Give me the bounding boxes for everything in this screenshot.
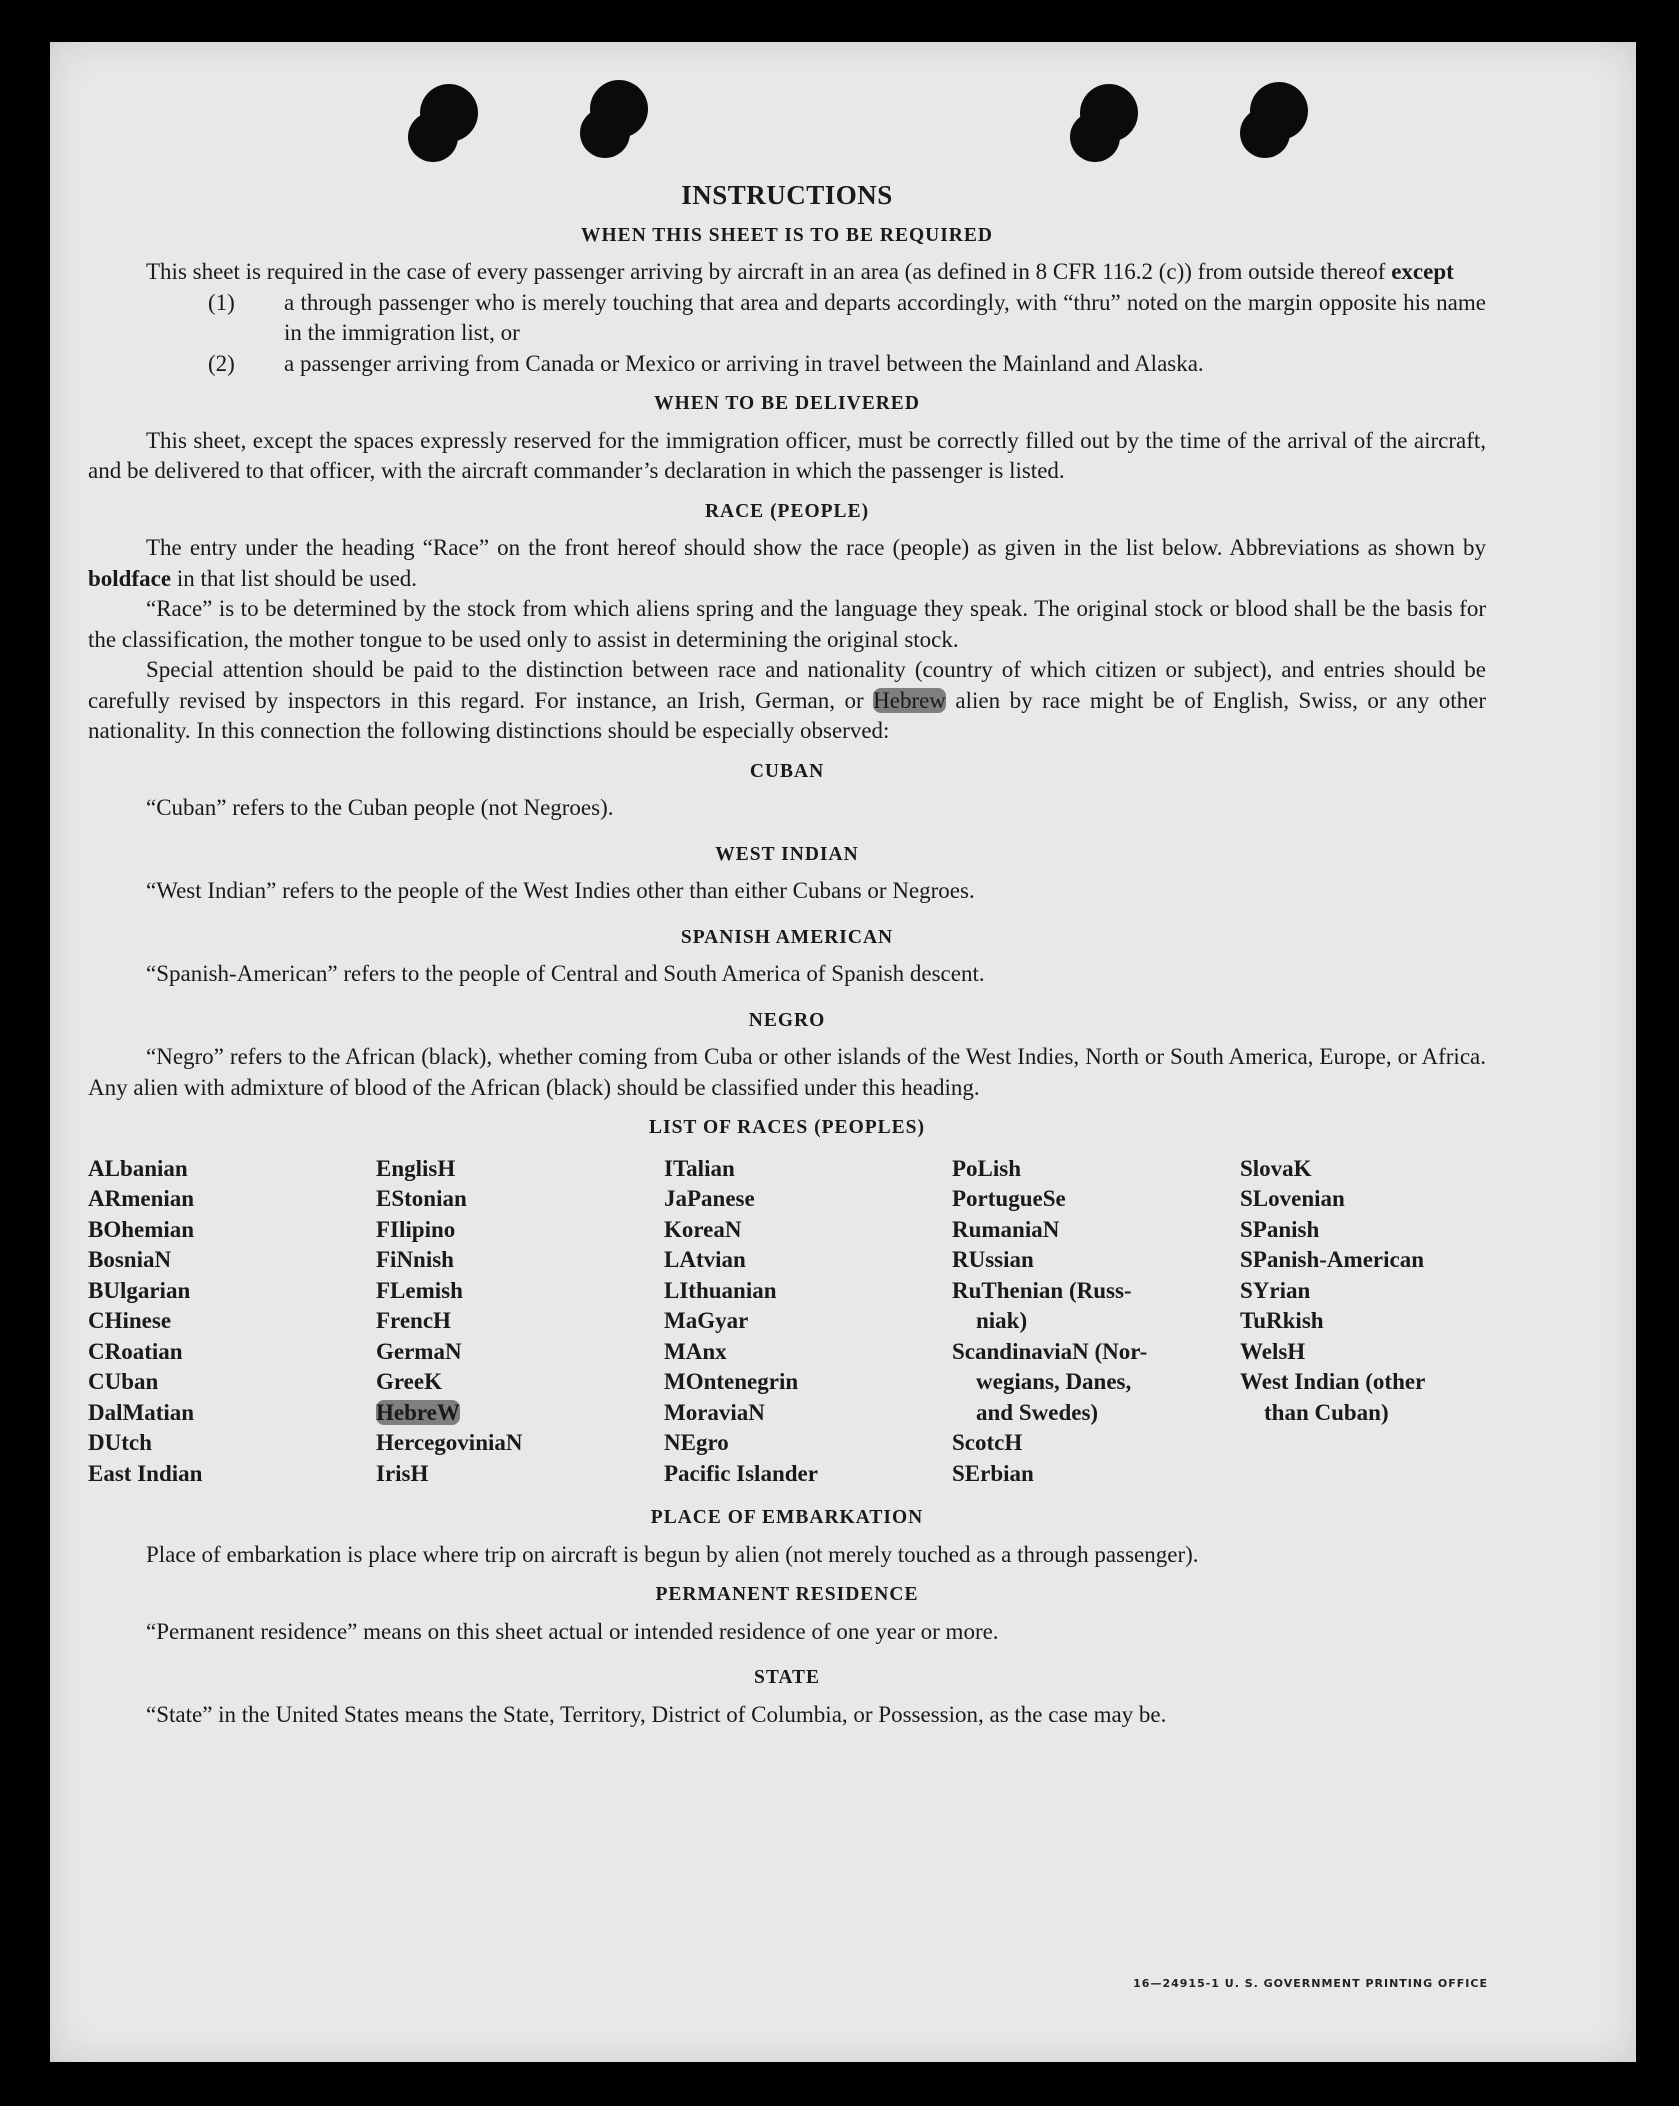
race-entry: FiNnish [376,1247,454,1272]
section-heading: CUBAN [749,760,825,782]
race-entry: SPanish [1240,1216,1320,1242]
race-entry: TuRkish [1240,1308,1324,1333]
race-entry: EStonian [376,1186,467,1211]
race-entry: West Indian (other [1240,1369,1426,1394]
printing-office-code: 16—24915-1 U. S. GOVERNMENT PRINTING OFFICE [1133,1977,1488,1990]
race-entry: BosniaN [88,1247,172,1272]
race-entry: WelsH [1240,1338,1306,1364]
paragraph: “Race” is to be determined by the stock from which aliens spring and the language they speak. The original stock or blood shall be the basis for the classification, the mother tongue to be used only to assist in determining the original stock. [88,596,1486,652]
section-heading: NEGRO [748,1009,826,1031]
race-entry: KoreaN [664,1216,742,1242]
race-entry: LIthuanian [664,1277,777,1303]
paragraph: “Spanish-American” refers to the people of Central and South America of Spanish descent. [146,961,985,986]
paragraph [88,257,1486,288]
race-entry: MoraviaN [664,1399,765,1425]
race-entry: GreeK [376,1369,442,1394]
paragraph: “Negro” refers to the African (black), whether coming from Cuba or other islands of the West Indies, North or South America, Europe, or Africa. Any alien with admixture of blood of the African (black) should be classified under this heading. [88,1044,1486,1100]
race-entry: FIlipino [376,1216,456,1242]
section-heading: SPANISH AMERICAN [680,926,894,948]
race-entry: ALbanian [88,1155,188,1181]
race-entry: FLemish [376,1277,463,1303]
race-entry: JaPanese [664,1186,755,1211]
race-entry: PortugueSe [952,1186,1066,1211]
race-entry: GermaN [376,1338,462,1364]
paragraph: “State” in the United States means the State, Territory, District of Columbia, or Possession, as the case may be. [146,1701,1167,1727]
race-entry: PoLish [952,1155,1022,1181]
item-number: (2) [208,350,235,376]
item-text: a passenger arriving from Canada or Mexico or arriving in travel between the Mainland and Alaska. [284,350,1204,376]
paragraph: Place of embarkation is place where trip on aircraft is begun by alien (not merely touched as a through passenger). [146,1541,1199,1567]
race-entry: ScotcH [952,1430,1023,1455]
text-span: in that list should be used. [171,565,418,591]
text-span: This sheet is required in the case of every passenger arriving by aircraft in an area (as defined in 8 CFR 116.2 (c)) from outside thereof [146,259,1392,284]
item-number: (1) [208,289,235,315]
smudged-word: HebreW [376,1399,460,1425]
item-text: a through passenger who is merely touching that area and departs accordingly, with “thru” noted on the margin opposite his name in the immigration list, or [284,289,1486,345]
race-entry: ScandinaviaN (Nor- [952,1338,1148,1364]
race-entry-continued: niak) [976,1308,1028,1333]
race-entry: DalMatian [88,1399,195,1425]
document-page [50,42,1636,2062]
race-entry: RuThenian (Russ- [952,1277,1132,1303]
races-list [88,1154,1486,1490]
races-column-2 [376,1154,664,1490]
paragraph: “Cuban” refers to the Cuban people (not Negroes). [146,795,614,820]
race-entry: EnglisH [376,1155,456,1181]
race-entry: SlovaK [1240,1155,1312,1181]
race-entry-continued: wegians, Danes, [976,1369,1132,1394]
race-entry-continued: than Cuban) [1264,1399,1389,1425]
text-span: alien by race might be of English, Swiss, or any other nationality. In this connection the following distinctions should be especially observed: [88,687,1486,743]
race-entry: SYrian [1240,1277,1311,1303]
page-title: INSTRUCTIONS [681,180,893,210]
paragraph: “Permanent residence” means on this sheet actual or intended residence of one year or more. [146,1618,999,1644]
race-entry: DUtch [88,1430,152,1455]
races-column-3 [664,1154,952,1490]
race-entry: BUlgarian [88,1277,191,1303]
race-entry: MOntenegrin [664,1369,799,1394]
race-entry: ITalian [664,1155,735,1181]
text-span: Special attention should be paid to the distinction between race and nationality (country of which citizen or subject), and entries should be carefully revised by inspectors in this regard. For instance, an Irish, German, or [88,657,1486,713]
race-entry: NEgro [664,1430,729,1455]
list-item [208,288,1486,349]
race-entry: SLovenian [1240,1186,1345,1211]
section-heading: STATE [753,1667,821,1688]
race-entry: ARmenian [88,1186,195,1211]
punch-hole [408,112,458,162]
section-heading: PERMANENT RESIDENCE [655,1584,919,1605]
races-column-1 [88,1154,376,1490]
race-entry: BOhemian [88,1216,195,1242]
punch-hole [1070,112,1120,162]
race-entry: FrencH [376,1308,451,1333]
section-heading: WHEN TO BE DELIVERED [654,393,920,414]
punch-hole [580,108,630,158]
section-heading: WEST INDIAN [715,843,859,865]
race-entry: CUban [88,1369,159,1394]
section-heading: RACE (PEOPLE) [704,500,870,522]
race-entry: RumaniaN [952,1216,1060,1242]
paragraph: “West Indian” refers to the people of the West Indies other than either Cubans or Negroes. [146,878,975,903]
section-heading: WHEN THIS SHEET IS TO BE REQUIRED [581,224,993,246]
race-entry: LAtvian [664,1247,746,1272]
bold-text: boldface [88,565,172,591]
race-entry: East Indian [88,1460,203,1486]
paragraph: This sheet, except the spaces expressly reserved for the immigration officer, must be correctly filled out by the time of the arrival of the aircraft, and be delivered to that officer, with the aircraft commander’s declaration in which the passenger is listed. [88,427,1486,483]
instructions-body [88,180,1486,1730]
races-column-5 [1240,1154,1480,1490]
section-heading: LIST OF RACES (PEOPLES) [648,1117,925,1138]
text-span: The entry under the heading “Race” on the front hereof should show the race (people) as given in the list below. Abbreviations as shown by [146,535,1486,560]
races-column-4 [952,1154,1240,1490]
smudged-word: Hebrew [873,687,946,713]
section-heading: PLACE OF EMBARKATION [650,1507,924,1528]
race-entry-continued: and Swedes) [976,1399,1099,1425]
race-entry: MAnx [664,1338,727,1364]
bold-text: except [1391,259,1454,284]
race-entry: Pacific Islander [664,1460,818,1486]
list-item [208,349,1486,380]
race-entry: CHinese [88,1308,172,1333]
race-entry: SPanish-American [1240,1247,1424,1272]
race-entry: MaGyar [664,1308,749,1333]
race-entry: CRoatian [88,1338,183,1364]
race-entry: SErbian [952,1460,1034,1486]
punch-hole [1240,108,1290,158]
race-entry: IrisH [376,1460,429,1486]
race-entry [376,1398,664,1429]
race-entry: HercegoviniaN [376,1430,523,1455]
race-entry: RUssian [952,1247,1034,1272]
paragraph [88,655,1486,747]
paragraph [88,533,1486,594]
